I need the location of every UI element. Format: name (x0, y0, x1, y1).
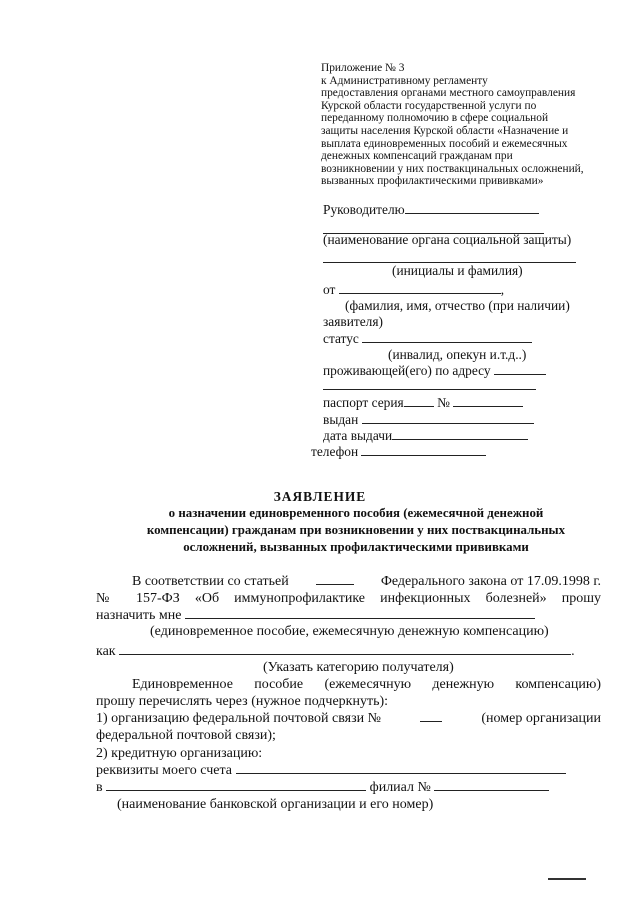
from-line (323, 282, 504, 298)
account-label: реквизиты моего счета (96, 763, 232, 778)
initials-hint: (инициалы и фамилия) (392, 263, 523, 278)
issued-by-line (323, 412, 534, 428)
category-hint: (Указать категорию получателя) (263, 660, 454, 675)
post-office-number-field[interactable] (420, 710, 442, 722)
applicant-word: заявителя) (323, 314, 383, 329)
head-name-field[interactable] (405, 202, 539, 214)
passport-series-label: паспорт серия (323, 395, 404, 410)
org-hint: (наименование органа социальной защиты) (323, 232, 572, 247)
status-hint: (инвалид, опекун и.т.д..) (388, 347, 527, 362)
annex-line: переданному полномочию в сфере социальной (321, 112, 549, 125)
fio-hint: (фамилия, имя, отчество (при наличии) (345, 298, 570, 313)
annex-line: вызванных профилактическими прививками» (321, 175, 544, 188)
status-label: статус (323, 331, 359, 346)
annex-line: выплата единовременных пособий и ежемесячных (321, 137, 568, 150)
body-p1-a: В соответствии со статьей (132, 574, 289, 589)
subtitle-line: компенсации) гражданам при возникновении у них поствакцинальных (146, 523, 566, 537)
passport-number-field[interactable] (453, 395, 523, 407)
option-1-hint: (номер организации (481, 711, 601, 726)
annex-line: к Административному регламенту (321, 74, 488, 87)
issue-date-line (323, 428, 528, 444)
address-field-2[interactable] (323, 389, 536, 390)
assign-label: назначить мне (96, 608, 182, 623)
annex-line: денежных компенсаций гражданам при (321, 150, 513, 163)
annex-line: Курской области государственной услуги по (321, 99, 537, 112)
issued-by-label: выдан (323, 412, 359, 427)
phone-field[interactable] (361, 444, 486, 456)
article-field[interactable] (316, 573, 354, 585)
issue-date-field[interactable] (392, 428, 528, 440)
subtitle-line: о назначении единовременного пособия (ежемесячной денежной (168, 506, 544, 520)
issued-by-field[interactable] (362, 412, 534, 424)
body-line-11 (96, 779, 601, 796)
body-p1-b: Федерального закона от 17.09.1998 г. (380, 574, 601, 589)
applicant-fio-field[interactable] (339, 282, 501, 294)
body-line-3 (96, 607, 601, 624)
document-subtitle (96, 505, 616, 556)
body-line-10 (96, 762, 601, 779)
address-label: проживающей(его) по адресу (323, 363, 491, 378)
body-line-9: 2) кредитную организацию: (96, 746, 263, 761)
in-label: в (96, 780, 103, 795)
issue-date-label: дата выдачи (323, 428, 393, 443)
body-line-5: Единовременное пособие (ежемесячную денежную компенсацию) (132, 677, 601, 692)
passport-series-field[interactable] (404, 395, 434, 407)
branch-number-field[interactable] (434, 779, 549, 791)
from-label: от (323, 282, 336, 297)
passport-number-label: № (437, 395, 450, 410)
category-field[interactable] (119, 643, 571, 655)
from-comma: , (500, 282, 505, 297)
status-line (323, 331, 532, 347)
bank-name-field[interactable] (106, 779, 366, 791)
benefit-hint: (единовременное пособие, ежемесячную денежную компенсацию) (150, 624, 549, 639)
body-line-2: № 157-ФЗ «Об иммунопрофилактике инфекционных болезней» прошу (96, 591, 601, 606)
addressee-line (323, 202, 539, 218)
branch-label: филиал № (369, 780, 431, 795)
document-title: ЗАЯВЛЕНИЕ (273, 489, 367, 504)
annex-line: предоставления органами местного самоуправления (321, 87, 576, 100)
scan-mark (548, 878, 586, 880)
body-line-6: прошу перечислять через (нужное подчеркнуть): (96, 694, 389, 709)
as-label: как (96, 644, 116, 659)
address-line (323, 363, 546, 379)
annex-line: Приложение № 3 (321, 62, 405, 74)
as-dot: . (571, 644, 575, 659)
body-line-8: федеральной почтовой связи); (96, 728, 276, 743)
phone-line (311, 444, 486, 460)
body-line-1 (132, 573, 601, 590)
account-field[interactable] (236, 762, 566, 774)
body-line-7 (96, 710, 601, 727)
annex-line: возникновении у них поствакцинальных осложнений, (321, 162, 584, 175)
annex-line: защиты населения Курской области «Назначение и (321, 124, 569, 137)
annex-reference (321, 62, 611, 188)
bank-hint: (наименование банковской организации и его номер) (117, 797, 434, 812)
to-label: Руководителю (323, 202, 405, 217)
subtitle-line: осложнений, вызванных профилактическими прививками (183, 540, 529, 554)
passport-line (323, 395, 523, 411)
status-field[interactable] (362, 331, 532, 343)
body-line-4 (96, 643, 601, 660)
option-1-label: 1) организацию федеральной почтовой связи № (96, 711, 381, 726)
address-field[interactable] (494, 363, 546, 375)
phone-label: телефон (311, 444, 359, 459)
benefit-field[interactable] (185, 607, 535, 619)
